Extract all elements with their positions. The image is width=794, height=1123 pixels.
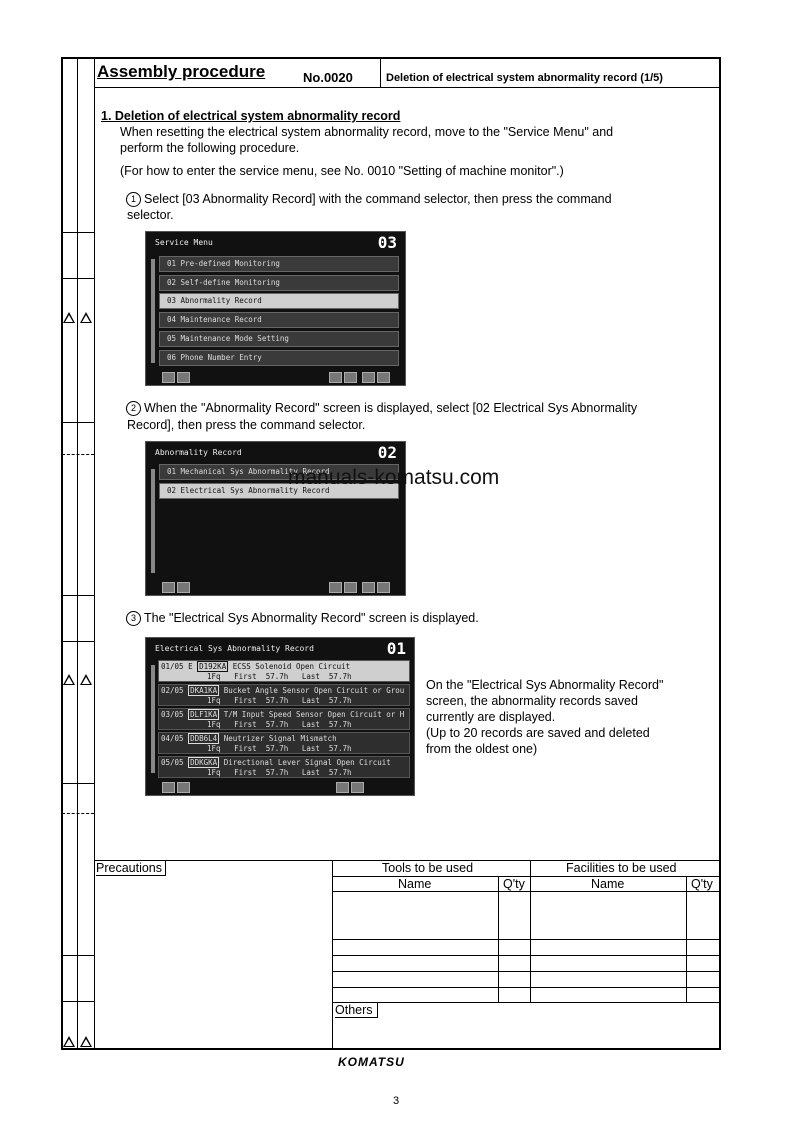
table-line: [332, 1002, 721, 1003]
revision-triangle-icon: [80, 674, 92, 685]
record-row: [158, 684, 410, 706]
record-last: 57.7h: [328, 696, 352, 705]
abnormality-record-screen: [145, 441, 406, 596]
electrical-abnormality-screen: [145, 637, 415, 796]
scrollbar: [151, 469, 155, 573]
page-title: Assembly procedure: [97, 62, 266, 81]
record-last: 57.7h: [328, 768, 352, 777]
record-last-label: Last: [301, 720, 320, 729]
header-bottom-line: [94, 87, 721, 88]
confirm-icon: [362, 582, 392, 592]
record-desc: Neutrizer Signal Mismatch: [223, 734, 337, 743]
revision-divider: [61, 422, 94, 423]
record-last-label: Last: [301, 696, 320, 705]
step-2-text-cont: Record], then press the command selector.: [127, 418, 366, 432]
facilities-name-header: Name: [591, 877, 625, 891]
record-freq: 1Fq: [207, 768, 221, 777]
others-label: Others: [335, 1003, 378, 1018]
revision-triangle-icon: [63, 312, 75, 323]
record-freq: 1Fq: [207, 672, 221, 681]
tools-qty-header: Q'ty: [503, 877, 525, 891]
record-row: [158, 660, 410, 682]
menu-item: 04 Maintenance Record: [159, 312, 399, 328]
facilities-label: Facilities to be used: [566, 861, 677, 875]
record-index: 01/05 E: [161, 662, 193, 671]
record-last: 57.7h: [328, 744, 352, 753]
table-line: [332, 876, 721, 877]
menu-item: 02 Self-define Monitoring: [159, 275, 399, 291]
record-first: 57.7h: [265, 696, 289, 705]
table-line: [332, 971, 721, 972]
step-2-text: [126, 400, 637, 416]
side-note-line: from the oldest one): [426, 742, 538, 756]
intro-text: When resetting the electrical system abnormality record, move to the "Service Menu" and: [120, 125, 614, 139]
record-last-label: Last: [301, 744, 320, 753]
record-first-label: First: [234, 768, 257, 777]
record-index: 02/05: [161, 686, 184, 695]
screen-number: 01: [386, 639, 406, 658]
menu-item: 06 Phone Number Entry: [159, 350, 399, 366]
record-last: 57.7h: [328, 720, 352, 729]
revision-column-line: [94, 57, 95, 1050]
step-1-text: [126, 191, 612, 207]
revision-triangle-icon: [63, 1036, 75, 1047]
intro-text: perform the following procedure.: [120, 141, 300, 155]
screen-title: Service Menu: [155, 238, 213, 247]
record-desc: ECSS Solenoid Open Circuit: [232, 662, 351, 671]
scrollbar: [151, 259, 155, 363]
revision-divider: [61, 595, 94, 596]
record-code: DKA1KA: [190, 686, 218, 695]
revision-dash: [62, 813, 94, 814]
intro-note: (For how to enter the service menu, see No. 0010 "Setting of machine monitor".): [120, 164, 564, 178]
record-desc: Directional Lever Signal Open Circuit: [223, 758, 391, 767]
facilities-qty-header: Q'ty: [691, 877, 713, 891]
record-row: [158, 732, 410, 754]
step-line: The "Electrical Sys Abnormality Record" screen is displayed.: [144, 611, 479, 625]
table-line: [332, 939, 721, 940]
page-subtitle: Deletion of electrical system abnormality record (1/5): [386, 72, 663, 84]
selector-icon: [329, 372, 359, 382]
revision-triangle-icon: [80, 312, 92, 323]
menu-item-selected: 03 Abnormality Record: [159, 293, 399, 309]
record-code: D192KA: [199, 662, 227, 671]
record-last-label: Last: [301, 768, 320, 777]
side-note-line: currently are displayed.: [426, 710, 556, 724]
header-divider: [380, 57, 381, 87]
revision-divider: [61, 955, 94, 956]
record-last-label: Last: [301, 672, 320, 681]
revision-divider: [61, 232, 94, 233]
menu-item-selected: 02 Electrical Sys Abnormality Record: [159, 483, 399, 499]
record-first-label: First: [234, 672, 257, 681]
step-number: 1: [126, 192, 141, 207]
screen-number: 03: [377, 233, 397, 252]
record-last: 57.7h: [328, 672, 352, 681]
record-first: 57.7h: [265, 720, 289, 729]
screen-title: Electrical Sys Abnormality Record: [155, 644, 314, 653]
menu-item: 05 Maintenance Mode Setting: [159, 331, 399, 347]
tools-label: Tools to be used: [382, 861, 474, 875]
record-first: 57.7h: [265, 768, 289, 777]
step-1-text-cont: selector.: [127, 208, 174, 222]
table-line: [332, 891, 721, 892]
step-line: Select [03 Abnormality Record] with the command selector, then press the command: [144, 192, 612, 206]
record-index: 03/05: [161, 710, 184, 719]
record-row: [158, 756, 410, 778]
record-code: DDB6L4: [190, 734, 218, 743]
step-line: When the "Abnormality Record" screen is displayed, select [02 Electrical Sys Abnormality: [144, 401, 638, 415]
record-desc: Bucket Angle Sensor Open Circuit or Grou: [223, 686, 405, 695]
record-desc: T/M Input Speed Sensor Open Circuit or H: [223, 710, 405, 719]
menu-item: 01 Pre-defined Monitoring: [159, 256, 399, 272]
record-freq: 1Fq: [207, 696, 221, 705]
record-freq: 1Fq: [207, 744, 221, 753]
record-first-label: First: [234, 744, 257, 753]
record-freq: 1Fq: [207, 720, 221, 729]
screen-number: 02: [377, 443, 397, 462]
screen-title: Abnormality Record: [155, 448, 242, 457]
back-icon: [162, 582, 192, 592]
revision-divider: [61, 641, 94, 642]
revision-triangle-icon: [80, 1036, 92, 1047]
revision-triangle-icon: [63, 674, 75, 685]
side-note-line: (Up to 20 records are saved and deleted: [426, 726, 650, 740]
page-number: 3: [393, 1095, 400, 1107]
tools-name-header: Name: [398, 877, 432, 891]
record-index: 05/05: [161, 758, 184, 767]
revision-divider: [61, 278, 94, 279]
revision-dash: [62, 454, 94, 455]
back-icon: [162, 372, 192, 382]
table-line: [332, 955, 721, 956]
revision-divider: [61, 783, 94, 784]
service-menu-screen: [145, 231, 406, 386]
confirm-icon: [362, 372, 392, 382]
komatsu-logo: KOMATSU: [338, 1055, 405, 1069]
precautions-label: Precautions: [96, 861, 166, 876]
table-divider: [530, 860, 531, 1002]
revision-divider: [61, 1001, 94, 1002]
revision-column-line: [77, 57, 78, 1050]
step-number: 3: [126, 611, 141, 626]
table-line: [332, 987, 721, 988]
record-code: DDKGKA: [190, 758, 218, 767]
record-row: [158, 708, 410, 730]
record-first: 57.7h: [265, 744, 289, 753]
record-first: 57.7h: [265, 672, 289, 681]
back-icon: [162, 782, 192, 792]
side-note-line: On the "Electrical Sys Abnormality Record": [426, 678, 664, 692]
selector-icon: [329, 582, 359, 592]
record-first-label: First: [234, 720, 257, 729]
scrollbar: [151, 665, 155, 773]
record-first-label: First: [234, 696, 257, 705]
selector-icon: [336, 782, 366, 792]
side-note: [426, 677, 663, 757]
watermark: manuals-komatsu.com: [288, 466, 500, 489]
menu-item: 01 Mechanical Sys Abnormality Record: [159, 464, 399, 480]
step-number: 2: [126, 401, 141, 416]
section-heading: 1. Deletion of electrical system abnormality record: [101, 109, 401, 123]
record-code: DLF1KA: [190, 710, 218, 719]
step-3-text: [126, 610, 479, 626]
side-note-line: screen, the abnormality records saved: [426, 694, 638, 708]
record-index: 04/05: [161, 734, 184, 743]
procedure-number: No.0020: [303, 70, 353, 85]
